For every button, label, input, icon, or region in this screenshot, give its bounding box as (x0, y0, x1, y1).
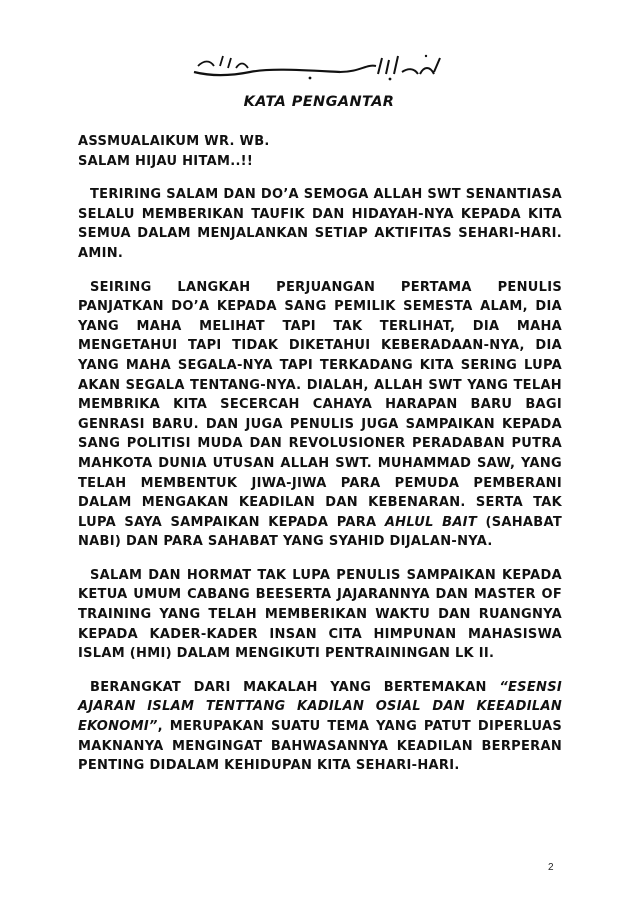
paragraph-2-text-a: SEIRING LANGKAH PERJUANGAN PERTAMA PENULIS PANJATKAN DO’A KEPADA SANG PEMILIK SEMESTA ALAM, DIA YANG MAHA MELIHAT TAPI TAK TERLIHAT, DIA MAHA MENGETAHUI TAPI TIDAK DIKETAHUI KEBERADAAN-NYA, DIA YANG MAHA SEGALA-NYA TAPI TERKADANG KITA SERING LUPA AKAN SEGALA TENTANG-NYA. DIALAH, ALLAH SWT YANG TELAH MEMBRIKA KITA SECERCAH CAHAYA HARAPAN BARU BAGI GENRASI BARU. DAN JUGA PENULIS JUGA SAMPAIKAN KEPADA SANG POLITISI MUDA DAN REVOLUSIONER PERADABAN PUTRA MAHKOTA DUNIA UTUSAN ALLAH SWT. MUHAMMAD SAW, YANG TELAH MEMBENTUK JIWA-JIWA PARA PEMUDA PEMBERANI DALAM MENGAKAN KEADILAN DAN KEBENARAN. SERTA TAK LUPA SAYA SAMPAIKAN KEPADA PARA (78, 279, 562, 530)
paragraph-2-italic: AHLUL BAIT (384, 514, 477, 530)
paragraph-1: TERIRING SALAM DAN DO’A SEMOGA ALLAH SWT SENANTIASA SELALU MEMBERIKAN TAUFIK DAN HIDAYAH-NYA KEPADA KITA SEMUA DALAM MENJALANKAN SETIAP AKTIFITAS SEHARI-HARI. AMIN. (78, 187, 562, 261)
paragraph-3: SALAM DAN HORMAT TAK LUPA PENULIS SAMPAIKAN KEPADA KETUA UMUM CABANG BEESERTA JAJARANNYA DAN MASTER OF TRAINING YANG TELAH MEMBERIKAN WAKTU DAN RUANGNYA KEPADA KADER-KADER INSAN CITA HIMPUNAN MAHASISWA ISLAM (HMI) DALAM MENGIKUTI PENTRAININGAN LK II. (78, 567, 562, 662)
paragraph-4-text-a: BERANGKAT DARI MAKALAH YANG BERTEMAKAN (90, 679, 500, 695)
page-title: KATA PENGANTAR (243, 94, 395, 110)
paragraph-2-text-b: (SAHABAT NABI) DAN PARA SAHABAT YANG SYAHID DIJALAN-NYA. (78, 514, 562, 550)
greeting-line: ASSMUALAIKUM WR. WB. (78, 134, 270, 149)
paragraph-2 (78, 278, 562, 552)
basmala-calligraphy-icon (190, 52, 446, 82)
salam-line: SALAM HIJAU HITAM..!! (78, 153, 254, 169)
paragraph-4-text-b: , MERUPAKAN SUATU TEMA YANG PATUT DIPERLUAS MAKNANYA MENGINGAT BAHWASANNYA KEADILAN BERPERAN PENTING DIDALAM KEHIDUPAN KITA SEHARI-HARI. (78, 719, 562, 774)
page-number: 2 (548, 862, 554, 873)
document-body (78, 132, 562, 776)
paragraph-4 (78, 678, 562, 776)
paragraph-4-italic: “ESENSI AJARAN ISLAM TENTTANG KADILAN OSIAL DAN KEEADILAN EKONOMI” (78, 679, 562, 735)
